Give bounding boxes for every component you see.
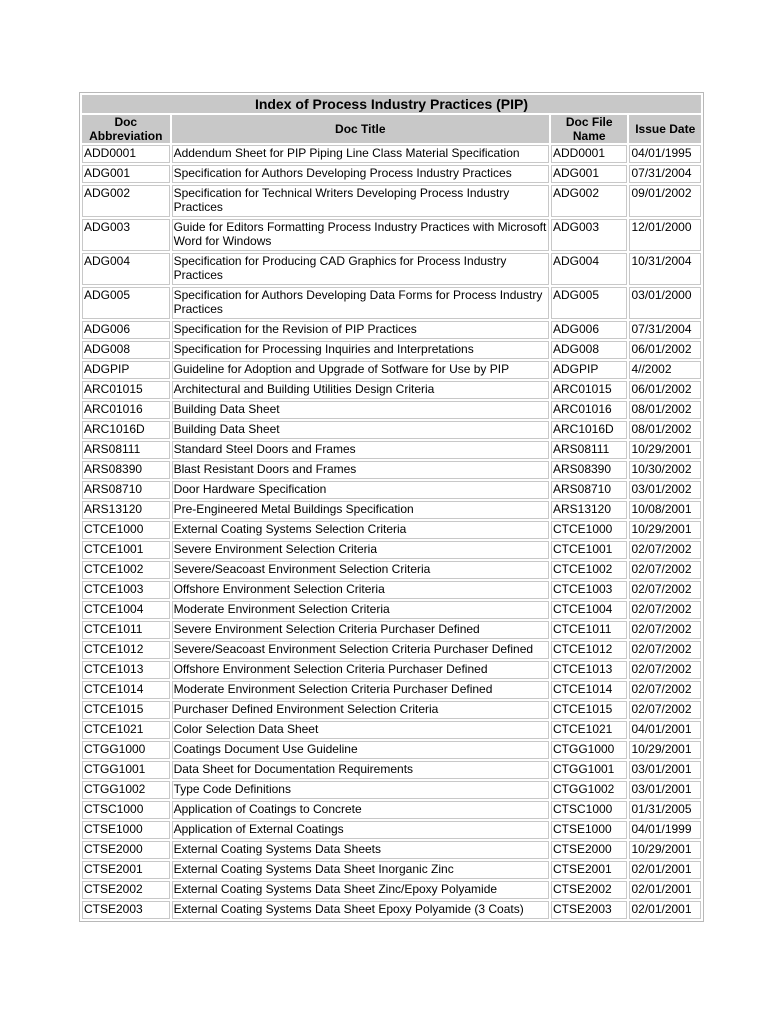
table-row: [82, 421, 701, 439]
cell-issue-date: 07/31/2004: [629, 321, 701, 339]
cell-doc-file-name: CTCE1015: [551, 701, 627, 719]
table-row: [82, 253, 701, 285]
cell-doc-file-name: ARC01015: [551, 381, 627, 399]
cell-doc-abbreviation: CTCE1015: [82, 701, 170, 719]
cell-doc-abbreviation: ARC1016D: [82, 421, 170, 439]
table-row: [82, 701, 701, 719]
cell-doc-file-name: CTSC1000: [551, 801, 627, 819]
table-row: [82, 581, 701, 599]
cell-doc-title: Severe Environment Selection Criteria Purchaser Defined: [172, 621, 549, 639]
cell-doc-file-name: CTCE1002: [551, 561, 627, 579]
cell-issue-date: 09/01/2002: [629, 185, 701, 217]
cell-doc-file-name: CTSE2001: [551, 861, 627, 879]
cell-issue-date: 02/07/2002: [629, 661, 701, 679]
cell-issue-date: 03/01/2001: [629, 761, 701, 779]
cell-doc-title: External Coating Systems Selection Criteria: [172, 521, 549, 539]
cell-doc-abbreviation: CTSC1000: [82, 801, 170, 819]
cell-doc-file-name: ARC01016: [551, 401, 627, 419]
cell-doc-abbreviation: CTGG1000: [82, 741, 170, 759]
cell-doc-file-name: CTCE1021: [551, 721, 627, 739]
cell-doc-file-name: ARS13120: [551, 501, 627, 519]
cell-doc-file-name: ARC1016D: [551, 421, 627, 439]
cell-doc-abbreviation: CTCE1001: [82, 541, 170, 559]
cell-issue-date: 02/07/2002: [629, 541, 701, 559]
table-row: [82, 901, 701, 919]
table-row: [82, 741, 701, 759]
table-row: [82, 521, 701, 539]
cell-doc-file-name: ARS08710: [551, 481, 627, 499]
cell-doc-title: Standard Steel Doors and Frames: [172, 441, 549, 459]
cell-doc-abbreviation: CTGG1002: [82, 781, 170, 799]
table-row: [82, 881, 701, 899]
cell-issue-date: 08/01/2002: [629, 401, 701, 419]
cell-doc-title: Moderate Environment Selection Criteria Purchaser Defined: [172, 681, 549, 699]
cell-issue-date: 10/31/2004: [629, 253, 701, 285]
cell-doc-abbreviation: ADGPIP: [82, 361, 170, 379]
cell-doc-abbreviation: CTCE1021: [82, 721, 170, 739]
cell-doc-file-name: CTCE1013: [551, 661, 627, 679]
cell-doc-file-name: CTSE2002: [551, 881, 627, 899]
cell-doc-title: Data Sheet for Documentation Requirements: [172, 761, 549, 779]
cell-doc-file-name: CTCE1004: [551, 601, 627, 619]
cell-doc-title: Severe/Seacoast Environment Selection Criteria: [172, 561, 549, 579]
cell-doc-title: Pre-Engineered Metal Buildings Specification: [172, 501, 549, 519]
cell-doc-abbreviation: ARC01015: [82, 381, 170, 399]
table-row: [82, 841, 701, 859]
table-row: [82, 641, 701, 659]
cell-doc-file-name: ADG006: [551, 321, 627, 339]
cell-doc-title: Severe Environment Selection Criteria: [172, 541, 549, 559]
pip-index-table: [79, 92, 704, 922]
table-row: [82, 401, 701, 419]
table-row: [82, 721, 701, 739]
cell-doc-file-name: CTCE1001: [551, 541, 627, 559]
cell-doc-title: Type Code Definitions: [172, 781, 549, 799]
cell-doc-abbreviation: ADG003: [82, 219, 170, 251]
cell-issue-date: 10/29/2001: [629, 741, 701, 759]
table-row: [82, 621, 701, 639]
cell-doc-file-name: ADG004: [551, 253, 627, 285]
cell-doc-file-name: ARS08390: [551, 461, 627, 479]
cell-doc-title: Specification for Technical Writers Developing Process Industry Practices: [172, 185, 549, 217]
cell-doc-abbreviation: ADG002: [82, 185, 170, 217]
cell-doc-title: Severe/Seacoast Environment Selection Criteria Purchaser Defined: [172, 641, 549, 659]
table-row: [82, 381, 701, 399]
cell-doc-abbreviation: CTCE1014: [82, 681, 170, 699]
cell-issue-date: 10/29/2001: [629, 521, 701, 539]
cell-doc-abbreviation: CTSE1000: [82, 821, 170, 839]
cell-doc-abbreviation: CTCE1013: [82, 661, 170, 679]
column-header-issue-date: Issue Date: [629, 115, 701, 143]
cell-issue-date: 08/01/2002: [629, 421, 701, 439]
cell-doc-title: External Coating Systems Data Sheet Epoxy Polyamide (3 Coats): [172, 901, 549, 919]
cell-doc-title: Color Selection Data Sheet: [172, 721, 549, 739]
cell-doc-file-name: ADG002: [551, 185, 627, 217]
cell-doc-title: Building Data Sheet: [172, 401, 549, 419]
cell-issue-date: 12/01/2000: [629, 219, 701, 251]
cell-doc-abbreviation: ARS13120: [82, 501, 170, 519]
cell-doc-file-name: ADG008: [551, 341, 627, 359]
table-header-row: [82, 115, 701, 143]
cell-doc-abbreviation: ARC01016: [82, 401, 170, 419]
cell-issue-date: 10/29/2001: [629, 441, 701, 459]
cell-doc-file-name: ADG003: [551, 219, 627, 251]
cell-doc-title: Specification for Processing Inquiries and Interpretations: [172, 341, 549, 359]
cell-doc-title: Offshore Environment Selection Criteria Purchaser Defined: [172, 661, 549, 679]
column-header-title: Doc Title: [172, 115, 549, 143]
cell-doc-file-name: CTCE1000: [551, 521, 627, 539]
cell-issue-date: 10/30/2002: [629, 461, 701, 479]
cell-doc-abbreviation: ADG001: [82, 165, 170, 183]
table-row: [82, 681, 701, 699]
cell-doc-abbreviation: ADD0001: [82, 145, 170, 163]
cell-doc-abbreviation: CTCE1012: [82, 641, 170, 659]
cell-issue-date: 04/01/2001: [629, 721, 701, 739]
cell-doc-file-name: ADD0001: [551, 145, 627, 163]
table-row: [82, 781, 701, 799]
cell-issue-date: 03/01/2002: [629, 481, 701, 499]
table-row: [82, 185, 701, 217]
table-row: [82, 219, 701, 251]
cell-doc-title: Application of Coatings to Concrete: [172, 801, 549, 819]
cell-issue-date: 06/01/2002: [629, 341, 701, 359]
table-row: [82, 541, 701, 559]
cell-doc-abbreviation: CTGG1001: [82, 761, 170, 779]
cell-doc-title: Coatings Document Use Guideline: [172, 741, 549, 759]
cell-doc-abbreviation: ADG006: [82, 321, 170, 339]
cell-issue-date: 02/07/2002: [629, 621, 701, 639]
cell-doc-file-name: CTCE1012: [551, 641, 627, 659]
cell-doc-abbreviation: ADG005: [82, 287, 170, 319]
cell-issue-date: 02/07/2002: [629, 681, 701, 699]
cell-issue-date: 03/01/2001: [629, 781, 701, 799]
table-row: [82, 321, 701, 339]
cell-issue-date: 02/07/2002: [629, 581, 701, 599]
cell-doc-abbreviation: ARS08390: [82, 461, 170, 479]
table-row: [82, 561, 701, 579]
cell-issue-date: 04/01/1999: [629, 821, 701, 839]
cell-doc-title: External Coating Systems Data Sheet Inorganic Zinc: [172, 861, 549, 879]
cell-issue-date: 02/07/2002: [629, 701, 701, 719]
cell-issue-date: 07/31/2004: [629, 165, 701, 183]
cell-issue-date: 02/07/2002: [629, 561, 701, 579]
cell-doc-abbreviation: CTSE2002: [82, 881, 170, 899]
cell-doc-file-name: ADGPIP: [551, 361, 627, 379]
table-row: [82, 145, 701, 163]
cell-doc-abbreviation: CTCE1000: [82, 521, 170, 539]
cell-doc-abbreviation: CTCE1011: [82, 621, 170, 639]
table-row: [82, 761, 701, 779]
cell-issue-date: 4//2002: [629, 361, 701, 379]
cell-issue-date: 10/29/2001: [629, 841, 701, 859]
cell-doc-title: Building Data Sheet: [172, 421, 549, 439]
table-title: Index of Process Industry Practices (PIP): [82, 95, 701, 113]
cell-doc-abbreviation: CTSE2000: [82, 841, 170, 859]
cell-issue-date: 03/01/2000: [629, 287, 701, 319]
cell-issue-date: 04/01/1995: [629, 145, 701, 163]
column-header-file-name: Doc File Name: [551, 115, 627, 143]
table-body: [82, 145, 701, 919]
table-row: [82, 801, 701, 819]
cell-doc-file-name: CTGG1002: [551, 781, 627, 799]
cell-doc-title: Architectural and Building Utilities Design Criteria: [172, 381, 549, 399]
cell-doc-file-name: CTSE2000: [551, 841, 627, 859]
cell-doc-title: Application of External Coatings: [172, 821, 549, 839]
cell-doc-abbreviation: CTCE1004: [82, 601, 170, 619]
column-header-abbreviation: Doc Abbreviation: [82, 115, 170, 143]
table-row: [82, 341, 701, 359]
cell-doc-title: External Coating Systems Data Sheet Zinc/Epoxy Polyamide: [172, 881, 549, 899]
cell-doc-title: Specification for the Revision of PIP Practices: [172, 321, 549, 339]
cell-issue-date: 02/01/2001: [629, 901, 701, 919]
cell-doc-file-name: ADG005: [551, 287, 627, 319]
cell-doc-file-name: CTGG1000: [551, 741, 627, 759]
table-row: [82, 501, 701, 519]
cell-issue-date: 02/07/2002: [629, 601, 701, 619]
cell-doc-file-name: CTCE1003: [551, 581, 627, 599]
cell-doc-file-name: CTSE2003: [551, 901, 627, 919]
cell-doc-file-name: ADG001: [551, 165, 627, 183]
cell-doc-file-name: CTCE1014: [551, 681, 627, 699]
cell-issue-date: 06/01/2002: [629, 381, 701, 399]
cell-doc-title: Blast Resistant Doors and Frames: [172, 461, 549, 479]
cell-doc-title: External Coating Systems Data Sheets: [172, 841, 549, 859]
table-row: [82, 661, 701, 679]
cell-doc-abbreviation: ADG004: [82, 253, 170, 285]
table-row: [82, 601, 701, 619]
cell-issue-date: 01/31/2005: [629, 801, 701, 819]
cell-doc-title: Moderate Environment Selection Criteria: [172, 601, 549, 619]
cell-doc-abbreviation: ADG008: [82, 341, 170, 359]
table-row: [82, 165, 701, 183]
cell-doc-title: Guide for Editors Formatting Process Industry Practices with Microsoft Word for Windows: [172, 219, 549, 251]
cell-doc-title: Door Hardware Specification: [172, 481, 549, 499]
table-title-row: [82, 95, 701, 113]
cell-doc-file-name: CTSE1000: [551, 821, 627, 839]
cell-doc-title: Specification for Authors Developing Process Industry Practices: [172, 165, 549, 183]
cell-doc-abbreviation: ARS08111: [82, 441, 170, 459]
table-row: [82, 287, 701, 319]
cell-doc-title: Specification for Producing CAD Graphics for Process Industry Practices: [172, 253, 549, 285]
cell-issue-date: 02/01/2001: [629, 861, 701, 879]
cell-doc-title: Specification for Authors Developing Data Forms for Process Industry Practices: [172, 287, 549, 319]
cell-issue-date: 02/07/2002: [629, 641, 701, 659]
cell-doc-abbreviation: ARS08710: [82, 481, 170, 499]
cell-doc-abbreviation: CTSE2001: [82, 861, 170, 879]
table-row: [82, 821, 701, 839]
cell-doc-title: Addendum Sheet for PIP Piping Line Class Material Specification: [172, 145, 549, 163]
cell-doc-file-name: ARS08111: [551, 441, 627, 459]
cell-doc-abbreviation: CTCE1003: [82, 581, 170, 599]
cell-doc-file-name: CTGG1001: [551, 761, 627, 779]
cell-issue-date: 10/08/2001: [629, 501, 701, 519]
cell-doc-file-name: CTCE1011: [551, 621, 627, 639]
cell-doc-title: Offshore Environment Selection Criteria: [172, 581, 549, 599]
cell-doc-abbreviation: CTCE1002: [82, 561, 170, 579]
table-row: [82, 481, 701, 499]
table-row: [82, 461, 701, 479]
table-row: [82, 441, 701, 459]
cell-doc-title: Purchaser Defined Environment Selection Criteria: [172, 701, 549, 719]
cell-issue-date: 02/01/2001: [629, 881, 701, 899]
cell-doc-abbreviation: CTSE2003: [82, 901, 170, 919]
table-row: [82, 361, 701, 379]
cell-doc-title: Guideline for Adoption and Upgrade of Sotfware for Use by PIP: [172, 361, 549, 379]
table-row: [82, 861, 701, 879]
